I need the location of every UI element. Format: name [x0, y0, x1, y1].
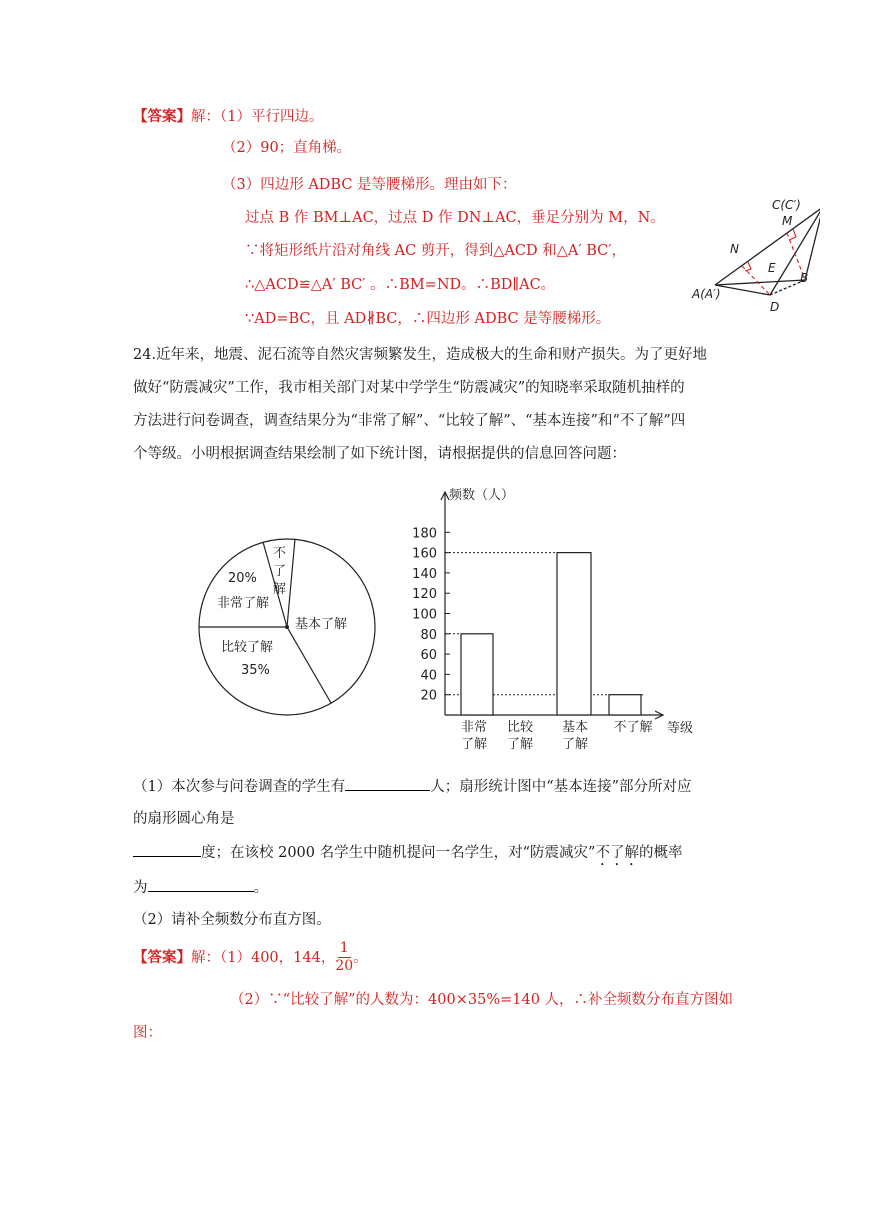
label-b: B: [800, 271, 809, 285]
segment-ab: [715, 280, 805, 285]
q24-paragraph-3: 方法进行问卷调查，调查结果分为“非常了解”、“比较了解”、“基本连接”和“不了解”四: [133, 413, 686, 429]
y-tick-label: 160: [412, 546, 437, 562]
label-c: C(C′): [772, 198, 801, 212]
question-1-line-1: （1）本次参与问卷调查的学生有 人；扇形统计图中“基本连接”部分所对应: [133, 776, 692, 797]
answer-1-line-2: （2）90；直角梯。: [222, 140, 352, 156]
x-category-label: 了解: [506, 737, 534, 752]
pie-divider-4: [287, 627, 331, 703]
y-tick-label: 120: [412, 587, 437, 603]
answer-blank-angle[interactable]: [133, 842, 201, 857]
pie-label-buliaojie-2: 了: [273, 564, 287, 579]
x-category-label: 了解: [561, 737, 589, 752]
answer-2-line-2: （2）∵“比较了解”的人数为：400×35%=140 人，∴补全频数分布直方图如: [230, 992, 734, 1008]
pie-label-bijiao: 比较了解: [221, 640, 274, 655]
geometry-figure: [690, 195, 820, 320]
y-tick-label: 140: [412, 566, 437, 582]
pie-chart: [195, 535, 380, 720]
x-category-label: 非常: [460, 720, 488, 735]
y-tick-label: 80: [420, 627, 437, 643]
x-axis-label: 等级: [667, 721, 694, 736]
label-e: E: [768, 261, 776, 275]
answer-1-line-1: 【答案】解：（1）平行四边。: [133, 108, 324, 125]
x-category-label: 基本: [561, 720, 589, 735]
fraction: $\frac{1}{20}$: [335, 940, 354, 974]
x-category-label: 比较: [506, 720, 534, 735]
y-axis-label: 频数（人）: [449, 488, 515, 503]
bar-0: [461, 634, 493, 715]
x-category-label: 了解: [460, 737, 488, 752]
pie-label-buliaojie-1: 不: [273, 546, 287, 561]
answer-tag-2: 【答案】: [133, 948, 191, 966]
bar-chart: [405, 480, 705, 755]
pie-percent-bijiao: 35%: [241, 663, 270, 678]
x-category-label: 不了解: [613, 720, 653, 735]
answer-blank-probability[interactable]: [148, 877, 254, 892]
q24-paragraph-2: 做好“防震减灾”工作，我市相关部门对某中学学生“防震减灾”的知晓率采取随机抽样的: [133, 380, 685, 396]
answer-1-line-4: 过点 B 作 BM⊥AC，过点 D 作 DN⊥AC，垂足分别为 M，N。: [245, 210, 665, 226]
question-1-line-4: 为 。: [133, 877, 268, 898]
label-m: M: [782, 214, 793, 228]
label-d: D: [770, 300, 780, 314]
y-tick-label: 40: [420, 668, 437, 684]
answer-1-line-7: ∵AD=BC，且 AD∦BC，∴四边形 ADBC 是等腰梯形。: [245, 311, 611, 327]
pie-percent-feichang: 20%: [228, 571, 257, 586]
answer-blank-students[interactable]: [345, 776, 430, 791]
y-tick-label: 100: [412, 607, 437, 623]
pie-label-feichang: 非常了解: [217, 596, 270, 611]
q24-paragraph-4: 个等级。小明根据调查结果绘制了如下统计图，请根据提供的信息回答问题：: [133, 446, 626, 462]
answer-1-line-5: ∵将矩形纸片沿对角线 AC 剪开，得到△ACD 和△A′ BC′，: [245, 243, 627, 259]
pie-label-jiben: 基本了解: [295, 617, 348, 632]
label-a: A(A′): [692, 287, 721, 301]
question-1-line-2: 的扇形圆心角是: [133, 811, 235, 827]
answer-tag: 【答案】: [133, 108, 191, 125]
y-tick-label: 20: [420, 688, 437, 704]
pie-divider-2: [287, 539, 295, 627]
answer-1-line-3: （3）四边形 ADBC 是等腰梯形。理由如下：: [222, 177, 517, 193]
label-n: N: [730, 242, 739, 256]
answer-2-line-1: 【答案】 解：（1）400，144， $\frac{1}{20}$ 。: [133, 940, 368, 974]
q24-paragraph-1: 24.近年来，地震、泥石流等自然灾害频繁发生，造成极大的生命和财产损失。为了更好地: [133, 347, 708, 363]
y-tick-label: 180: [412, 526, 437, 542]
question-1-line-3: 度；在该校 2000 名学生中随机提问一名学生，对“防震减灾”不了解的概率: [133, 842, 682, 869]
question-2: （2）请补全频数分布直方图。: [133, 912, 331, 928]
bar-2: [557, 553, 591, 715]
bar-3: [609, 695, 641, 715]
y-tick-label: 60: [420, 648, 437, 664]
answer-2-line-3: 图：: [133, 1025, 162, 1041]
pie-label-buliaojie-3: 解: [273, 582, 287, 597]
answer-1-line-6: ∴△ACD≌△A′ BC′ 。∴BM=ND。∴BD∥AC。: [245, 277, 556, 293]
